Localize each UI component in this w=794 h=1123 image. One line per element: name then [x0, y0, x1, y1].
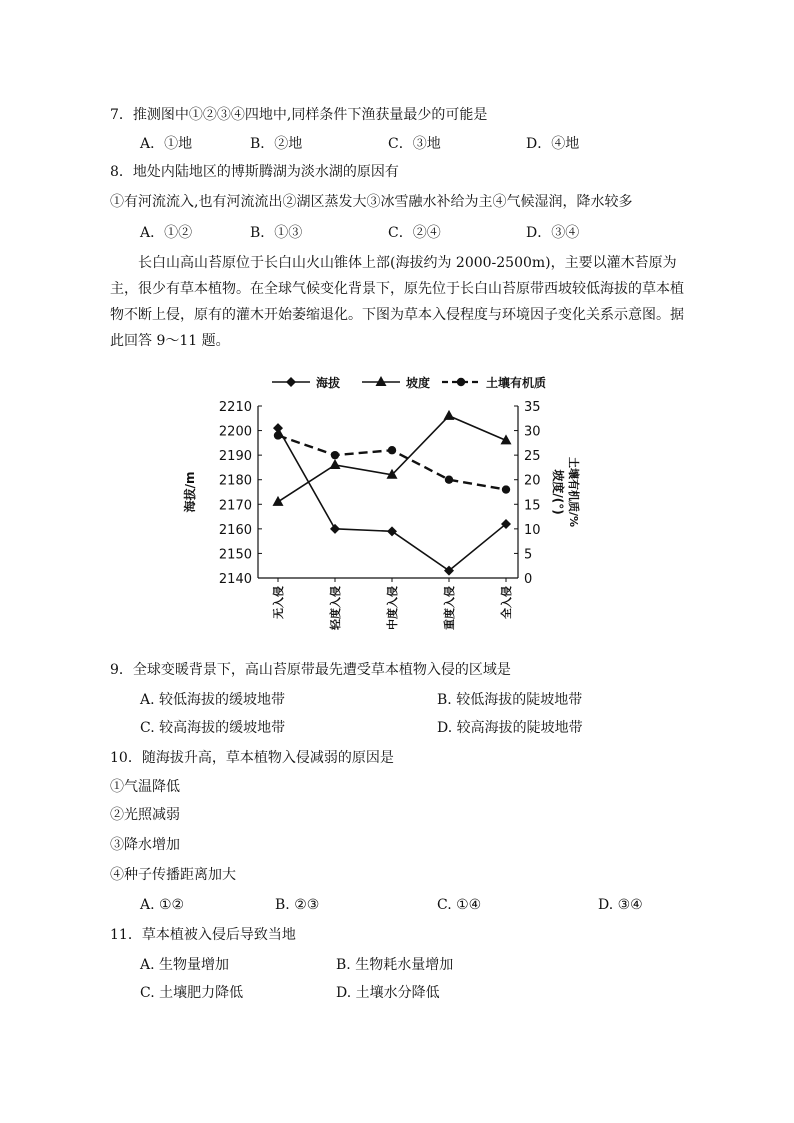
x-category-label: 无入侵 [272, 586, 285, 619]
data-point-circle [388, 446, 396, 454]
q8-option-c: C．②④ [388, 225, 441, 241]
y-left-tick-label: 2170 [218, 498, 252, 514]
q9-option-c: C. 较高海拔的缓坡地带 [140, 720, 286, 736]
q10-option-d: D. ③④ [598, 897, 643, 913]
y-right-axis-title: 坡度/(°) [551, 469, 565, 515]
q10-statement-3: ③降水增加 [110, 837, 180, 853]
q10-statement-2: ②光照减弱 [110, 807, 180, 823]
data-point-circle [457, 378, 465, 386]
question-10-stem: 10．随海拔升高，草本植物入侵减弱的原因是 [110, 750, 394, 766]
x-category-label: 轻度入侵 [329, 586, 342, 630]
question-11-stem: 11．草本植被入侵后导致当地 [110, 927, 296, 943]
question-8-stem: 8．地处内陆地区的博斯腾湖为淡水湖的原因有 [110, 164, 399, 180]
q8-option-b: B．①③ [250, 225, 303, 241]
question-7-stem: 7．推测图中①②③④四地中,同样条件下渔获量最少的可能是 [110, 107, 488, 123]
y-right-tick-label: 35 [524, 400, 541, 415]
y-left-tick-label: 2180 [218, 473, 252, 489]
q10-option-a: A. ①② [140, 897, 185, 913]
data-point-circle [274, 431, 282, 439]
q11-option-b: B. 生物耗水量增加 [336, 957, 454, 973]
q9-option-b: B. 较低海拔的陡坡地带 [437, 692, 583, 708]
y-right-tick-label: 10 [524, 522, 541, 538]
line-chart [180, 368, 580, 648]
q7-option-b: B．②地 [250, 136, 303, 152]
data-point-diamond [330, 524, 340, 534]
data-point-triangle [273, 496, 284, 506]
data-point-circle [502, 485, 510, 493]
chart-plot [273, 410, 512, 576]
series-line-circle [278, 435, 506, 489]
q7-option-c: C．③地 [388, 136, 441, 152]
y-right-tick-label: 5 [524, 547, 533, 563]
y-left-tick-label: 2160 [218, 522, 252, 538]
y-left-tick-label: 2190 [218, 449, 252, 465]
y-left-tick-label: 2210 [218, 400, 252, 415]
q7-option-a: A．①地 [140, 136, 193, 152]
y-right-tick-label: 20 [524, 473, 541, 489]
legend-label: 坡度 [406, 376, 431, 390]
data-point-diamond [286, 377, 296, 387]
question-9-stem: 9．全球变暖背景下，高山苔原带最先遭受草本植物入侵的区域是 [110, 662, 511, 678]
y-left-tick-label: 2150 [218, 547, 252, 563]
legend-label: 土壤有机质 [486, 376, 547, 390]
data-point-circle [331, 451, 339, 459]
q11-option-d: D. 土壤水分降低 [336, 985, 440, 1001]
q11-option-c: C. 土壤肥力降低 [140, 985, 244, 1001]
x-category-label: 重度入侵 [443, 586, 456, 630]
y-left-axis-title: 海拔/m [183, 471, 197, 513]
q11-option-a: A. 生物量增加 [140, 957, 230, 973]
q9-option-a: A. 较低海拔的缓坡地带 [140, 692, 286, 708]
data-point-triangle [376, 376, 387, 386]
y-right-axis-title-2: 土壤有机质/% [567, 456, 580, 528]
y-right-tick-label: 25 [524, 449, 541, 465]
q7-option-d: D．④地 [526, 136, 580, 152]
data-point-circle [445, 476, 453, 484]
q10-statement-1: ①气温降低 [110, 779, 180, 795]
q10-option-b: B. ②③ [275, 897, 320, 913]
q10-option-c: C. ①④ [437, 897, 482, 913]
q9-option-d: D. 较高海拔的陡坡地带 [437, 720, 583, 736]
y-left-tick-label: 2140 [218, 572, 252, 587]
q8-statements: ①有河流流入,也有河流流出②湖区蒸发大③冰雪融水补给为主④气候湿润，降水较多 [110, 194, 633, 210]
data-point-triangle [330, 459, 341, 469]
legend-label: 海拔 [316, 376, 341, 390]
chart-legend [272, 375, 546, 390]
y-right-tick-label: 0 [524, 572, 533, 587]
x-category-label: 中度入侵 [386, 586, 399, 630]
x-category-label: 全入侵 [500, 586, 513, 619]
q8-option-d: D．③④ [526, 225, 580, 241]
q8-option-a: A．①② [140, 225, 193, 241]
data-point-diamond [387, 526, 397, 536]
y-right-tick-label: 30 [524, 424, 541, 440]
data-point-triangle [444, 410, 455, 420]
passage-paragraph: 长白山高山苔原位于长白山火山锥体上部(海拔约为 2000-2500m)，主要以灌木苔原为主，很少有草本植物。在全球气候变化背景下，原先位于长白山苔原带西坡较低海拔的草本植物不断上侵，原有的灌木开始萎缩退化。下图为草本入侵程度与环境因子变化关系示意图。据此回答 9～11 题。 [110, 255, 684, 349]
y-left-tick-label: 2200 [218, 424, 252, 440]
q10-statement-4: ④种子传播距离加大 [110, 867, 236, 883]
chart-axes [182, 400, 580, 631]
y-right-tick-label: 15 [524, 498, 541, 514]
